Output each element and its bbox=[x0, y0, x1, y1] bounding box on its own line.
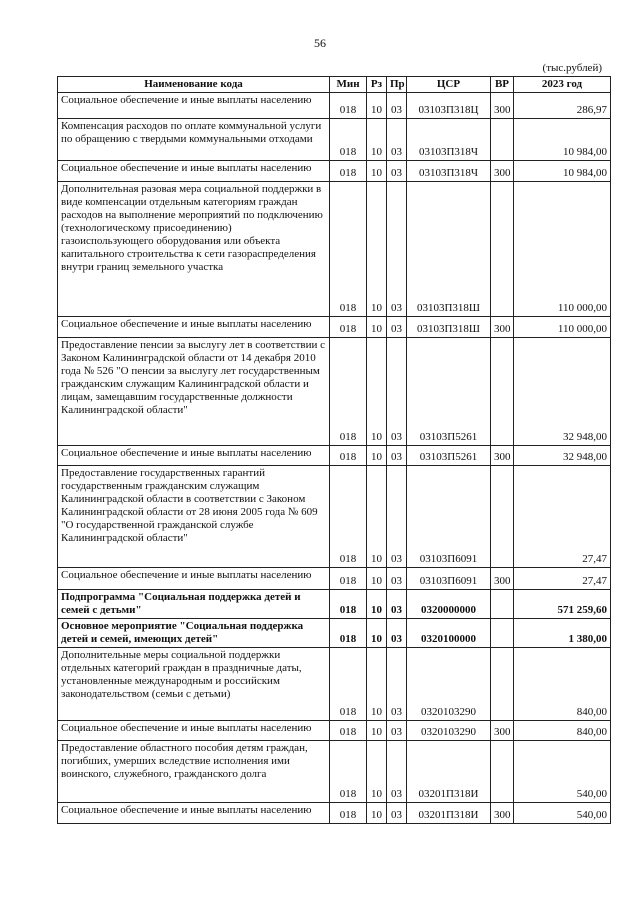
row-name: Дополнительная разовая мера социальной поддержки в виде компенсации отдельным категориям граждан расходов на выполнение мероприятий по подключению (технологическому присоединению) газоиспользующего оборудования или объекта капитального строительства к сети газораспределения внутри границ земельного участка bbox=[58, 182, 330, 317]
row-pr: 03 bbox=[387, 590, 407, 619]
table-row bbox=[58, 741, 611, 803]
row-name: Дополнительные меры социальной поддержки отдельных категорий граждан в праздничные даты, установленные международным и российским законодательством (семьи с детьми) bbox=[58, 648, 330, 721]
row-pr: 03 bbox=[387, 466, 407, 568]
row-vr bbox=[491, 338, 514, 446]
row-name: Предоставление областного пособия детям граждан, погибших, умерших вследствие исполнения ими воинского, служебного, гражданского долга bbox=[58, 741, 330, 803]
table-row bbox=[58, 338, 611, 446]
page-number: 56 bbox=[314, 36, 326, 50]
table-body bbox=[58, 93, 611, 824]
row-pr: 03 bbox=[387, 119, 407, 161]
row-csr: 03201П318И bbox=[407, 803, 491, 824]
row-amount: 110 000,00 bbox=[514, 182, 611, 317]
row-vr bbox=[491, 182, 514, 317]
row-pr: 03 bbox=[387, 317, 407, 338]
row-min: 018 bbox=[330, 317, 367, 338]
row-rz: 10 bbox=[367, 619, 387, 648]
row-min: 018 bbox=[330, 182, 367, 317]
row-csr: 03103П318Ц bbox=[407, 93, 491, 119]
row-csr: 0320100000 bbox=[407, 619, 491, 648]
row-vr bbox=[491, 619, 514, 648]
row-vr: 300 bbox=[491, 161, 514, 182]
row-vr bbox=[491, 648, 514, 721]
row-rz: 10 bbox=[367, 741, 387, 803]
row-rz: 10 bbox=[367, 803, 387, 824]
row-min: 018 bbox=[330, 741, 367, 803]
row-pr: 03 bbox=[387, 721, 407, 741]
table-row bbox=[58, 721, 611, 741]
header-rz: Рз bbox=[367, 77, 387, 93]
row-csr: 03103П318Ш bbox=[407, 182, 491, 317]
row-name: Социальное обеспечение и иные выплаты населению bbox=[58, 446, 330, 466]
row-csr: 0320103290 bbox=[407, 648, 491, 721]
row-csr: 03103П5261 bbox=[407, 338, 491, 446]
table-row bbox=[58, 446, 611, 466]
row-csr: 03103П318Ч bbox=[407, 119, 491, 161]
row-rz: 10 bbox=[367, 338, 387, 446]
row-vr: 300 bbox=[491, 803, 514, 824]
header-year: 2023 год bbox=[514, 77, 611, 93]
row-name: Социальное обеспечение и иные выплаты населению bbox=[58, 803, 330, 824]
row-pr: 03 bbox=[387, 803, 407, 824]
table-row bbox=[58, 161, 611, 182]
row-csr: 03103П318Ч bbox=[407, 161, 491, 182]
row-rz: 10 bbox=[367, 568, 387, 590]
row-csr: 0320000000 bbox=[407, 590, 491, 619]
row-pr: 03 bbox=[387, 338, 407, 446]
table-row bbox=[58, 119, 611, 161]
row-pr: 03 bbox=[387, 568, 407, 590]
row-amount: 1 380,00 bbox=[514, 619, 611, 648]
row-rz: 10 bbox=[367, 721, 387, 741]
unit-note: (тыс.рублей) bbox=[542, 62, 602, 74]
row-csr: 03103П318Ш bbox=[407, 317, 491, 338]
row-vr bbox=[491, 741, 514, 803]
header-csr: ЦСР bbox=[407, 77, 491, 93]
row-name: Социальное обеспечение и иные выплаты населению bbox=[58, 721, 330, 741]
row-csr: 03201П318И bbox=[407, 741, 491, 803]
row-min: 018 bbox=[330, 446, 367, 466]
row-amount: 110 000,00 bbox=[514, 317, 611, 338]
row-name: Основное мероприятие "Социальная поддержка детей и семей, имеющих детей" bbox=[58, 619, 330, 648]
row-amount: 32 948,00 bbox=[514, 338, 611, 446]
row-vr bbox=[491, 590, 514, 619]
row-amount: 286,97 bbox=[514, 93, 611, 119]
table-row bbox=[58, 590, 611, 619]
row-name: Социальное обеспечение и иные выплаты населению bbox=[58, 93, 330, 119]
row-pr: 03 bbox=[387, 648, 407, 721]
row-vr: 300 bbox=[491, 721, 514, 741]
row-rz: 10 bbox=[367, 590, 387, 619]
row-name: Компенсация расходов по оплате коммунальной услуги по обращению с твердыми коммунальными отходами bbox=[58, 119, 330, 161]
row-rz: 10 bbox=[367, 317, 387, 338]
row-min: 018 bbox=[330, 803, 367, 824]
table-row bbox=[58, 466, 611, 568]
table-row bbox=[58, 317, 611, 338]
table-row bbox=[58, 93, 611, 119]
row-amount: 27,47 bbox=[514, 568, 611, 590]
row-name: Подпрограмма "Социальная поддержка детей и семей с детьми" bbox=[58, 590, 330, 619]
row-pr: 03 bbox=[387, 741, 407, 803]
row-rz: 10 bbox=[367, 466, 387, 568]
table-row bbox=[58, 648, 611, 721]
row-min: 018 bbox=[330, 721, 367, 741]
row-amount: 540,00 bbox=[514, 741, 611, 803]
row-name: Социальное обеспечение и иные выплаты населению bbox=[58, 161, 330, 182]
row-csr: 03103П6091 bbox=[407, 568, 491, 590]
header-pr: Пр bbox=[387, 77, 407, 93]
header-name: Наименование кода bbox=[58, 77, 330, 93]
row-name: Социальное обеспечение и иные выплаты населению bbox=[58, 568, 330, 590]
row-amount: 840,00 bbox=[514, 648, 611, 721]
table-row bbox=[58, 803, 611, 824]
row-csr: 0320103290 bbox=[407, 721, 491, 741]
row-rz: 10 bbox=[367, 93, 387, 119]
row-vr bbox=[491, 119, 514, 161]
table-row bbox=[58, 619, 611, 648]
table-header-row bbox=[58, 77, 611, 93]
row-rz: 10 bbox=[367, 446, 387, 466]
row-name: Предоставление государственных гарантий государственным гражданским служащим Калининградской области в соответствии с Законом Калининградской области от 28 июня 2005 года № 609 "О государственной гражданской службе Калининградской области" bbox=[58, 466, 330, 568]
row-vr: 300 bbox=[491, 317, 514, 338]
row-pr: 03 bbox=[387, 446, 407, 466]
row-amount: 10 984,00 bbox=[514, 119, 611, 161]
row-min: 018 bbox=[330, 466, 367, 568]
row-rz: 10 bbox=[367, 648, 387, 721]
row-rz: 10 bbox=[367, 161, 387, 182]
row-amount: 840,00 bbox=[514, 721, 611, 741]
row-amount: 571 259,60 bbox=[514, 590, 611, 619]
row-rz: 10 bbox=[367, 119, 387, 161]
row-min: 018 bbox=[330, 619, 367, 648]
row-name: Социальное обеспечение и иные выплаты населению bbox=[58, 317, 330, 338]
row-amount: 27,47 bbox=[514, 466, 611, 568]
row-min: 018 bbox=[330, 93, 367, 119]
row-pr: 03 bbox=[387, 619, 407, 648]
row-amount: 10 984,00 bbox=[514, 161, 611, 182]
table-row bbox=[58, 568, 611, 590]
row-min: 018 bbox=[330, 338, 367, 446]
row-rz: 10 bbox=[367, 182, 387, 317]
row-amount: 540,00 bbox=[514, 803, 611, 824]
row-pr: 03 bbox=[387, 93, 407, 119]
row-min: 018 bbox=[330, 119, 367, 161]
row-vr: 300 bbox=[491, 93, 514, 119]
row-vr bbox=[491, 466, 514, 568]
table-row bbox=[58, 182, 611, 317]
row-pr: 03 bbox=[387, 182, 407, 317]
header-min: Мин bbox=[330, 77, 367, 93]
header-vr: ВР bbox=[491, 77, 514, 93]
row-min: 018 bbox=[330, 590, 367, 619]
row-min: 018 bbox=[330, 161, 367, 182]
row-csr: 03103П5261 bbox=[407, 446, 491, 466]
row-pr: 03 bbox=[387, 161, 407, 182]
row-min: 018 bbox=[330, 648, 367, 721]
row-vr: 300 bbox=[491, 568, 514, 590]
row-csr: 03103П6091 bbox=[407, 466, 491, 568]
row-min: 018 bbox=[330, 568, 367, 590]
budget-table bbox=[57, 76, 611, 824]
row-vr: 300 bbox=[491, 446, 514, 466]
row-name: Предоставление пенсии за выслугу лет в соответствии с Законом Калининградской области от 14 декабря 2010 года № 526 "О пенсии за выслугу лет государственным гражданским служащим Калининградской области и лицам, замещавшим государственные должности Калининградской области" bbox=[58, 338, 330, 446]
row-amount: 32 948,00 bbox=[514, 446, 611, 466]
